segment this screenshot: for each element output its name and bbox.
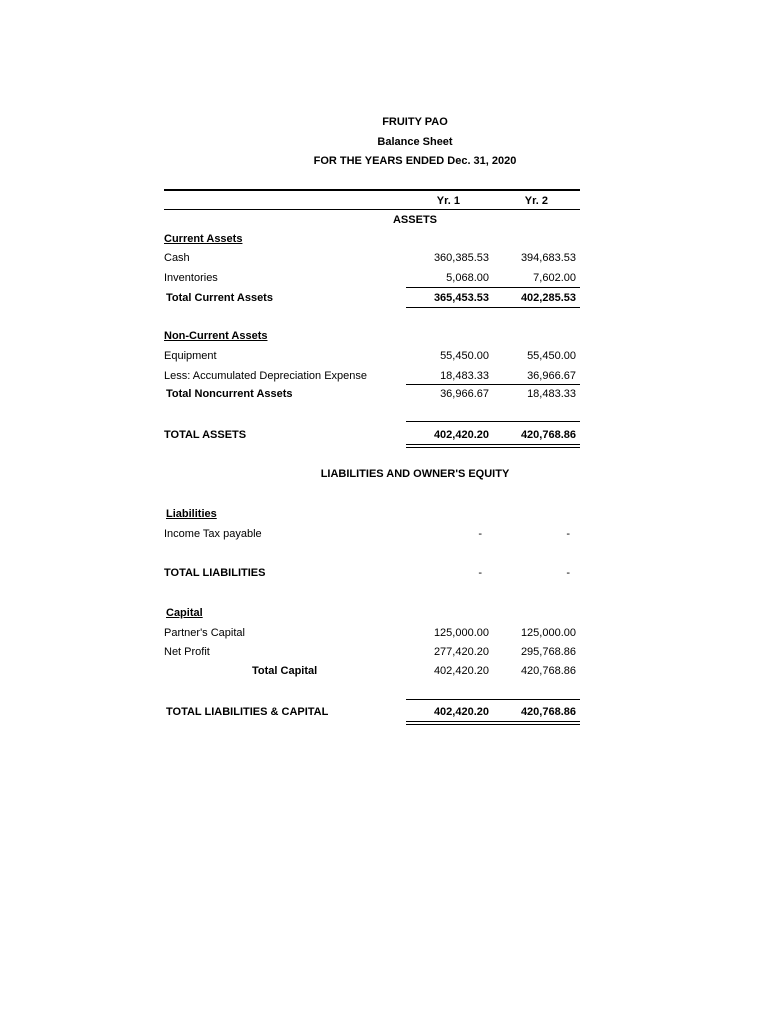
statement-period: FOR THE YEARS ENDED Dec. 31, 2020 — [313, 155, 517, 167]
net-profit-yr2: 295,768.86 — [520, 646, 576, 658]
total-noncurrent-assets-label: Total Noncurrent Assets — [166, 388, 293, 400]
row-label-net-profit: Net Profit — [164, 646, 210, 658]
total-noncurrent-assets-yr2: 18,483.33 — [527, 388, 576, 400]
cash-yr2: 394,683.53 — [520, 252, 576, 264]
header-rule — [164, 209, 580, 210]
grand-total-double-rule-1 — [406, 721, 580, 722]
grand-total-top-rule — [406, 699, 580, 700]
income-tax-payable-yr2: - — [566, 528, 570, 540]
statement-title: Balance Sheet — [377, 136, 453, 148]
row-label-equipment: Equipment — [164, 350, 217, 362]
current-subtotal-rule — [406, 287, 580, 288]
row-label-inventories: Inventories — [164, 272, 218, 284]
row-label-partners-capital: Partner's Capital — [164, 627, 245, 639]
row-label-cash: Cash — [164, 252, 190, 264]
total-assets-double-rule-2 — [406, 447, 580, 448]
capital-label: Capital — [166, 607, 203, 619]
total-assets-double-rule-1 — [406, 444, 580, 445]
total-capital-yr1: 402,420.20 — [433, 665, 489, 677]
total-assets-yr1: 402,420.20 — [433, 429, 489, 441]
top-rule — [164, 189, 580, 191]
total-assets-top-rule — [406, 421, 580, 422]
current-assets-label: Current Assets — [164, 233, 243, 245]
total-liabilities-yr2: - — [566, 567, 570, 579]
partners-capital-yr2: 125,000.00 — [520, 627, 576, 639]
grand-total-yr2: 420,768.86 — [520, 706, 576, 718]
total-current-assets-yr1: 365,453.53 — [433, 292, 489, 304]
total-current-assets-label: Total Current Assets — [166, 292, 273, 304]
total-liabilities-label: TOTAL LIABILITIES — [164, 567, 266, 579]
liabilities-equity-heading: LIABILITIES AND OWNER'S EQUITY — [320, 468, 510, 480]
current-total-rule — [406, 307, 580, 308]
total-assets-yr2: 420,768.86 — [520, 429, 576, 441]
accumulated-depreciation-yr1: 18,483.33 — [440, 370, 489, 382]
total-noncurrent-assets-yr1: 36,966.67 — [440, 388, 489, 400]
net-profit-yr1: 277,420.20 — [433, 646, 489, 658]
total-current-assets-yr2: 402,285.53 — [520, 292, 576, 304]
total-capital-label: Total Capital — [252, 665, 318, 677]
income-tax-payable-yr1: - — [478, 528, 482, 540]
company-name: FRUITY PAO — [382, 116, 448, 128]
total-assets-label: TOTAL ASSETS — [164, 429, 247, 441]
inventories-yr2: 7,602.00 — [533, 272, 576, 284]
grand-total-yr1: 402,420.20 — [433, 706, 489, 718]
noncurrent-assets-label: Non-Current Assets — [164, 330, 268, 342]
partners-capital-yr1: 125,000.00 — [433, 627, 489, 639]
accumulated-depreciation-yr2: 36,966.67 — [527, 370, 576, 382]
row-label-accumulated-depreciation: Less: Accumulated Depreciation Expense — [164, 370, 368, 382]
assets-heading: ASSETS — [392, 214, 437, 226]
total-capital-yr2: 420,768.86 — [520, 665, 576, 677]
grand-total-label: TOTAL LIABILITIES & CAPITAL — [166, 706, 329, 718]
inventories-yr1: 5,068.00 — [446, 272, 489, 284]
column-header-yr1: Yr. 1 — [436, 195, 460, 207]
noncurrent-subtotal-rule — [406, 384, 580, 385]
equipment-yr1: 55,450.00 — [440, 350, 489, 362]
cash-yr1: 360,385.53 — [433, 252, 489, 264]
equipment-yr2: 55,450.00 — [527, 350, 576, 362]
grand-total-double-rule-2 — [406, 724, 580, 725]
column-header-yr2: Yr. 2 — [524, 195, 548, 207]
total-liabilities-yr1: - — [478, 567, 482, 579]
row-label-income-tax-payable: Income Tax payable — [164, 528, 262, 540]
liabilities-label: Liabilities — [166, 508, 217, 520]
